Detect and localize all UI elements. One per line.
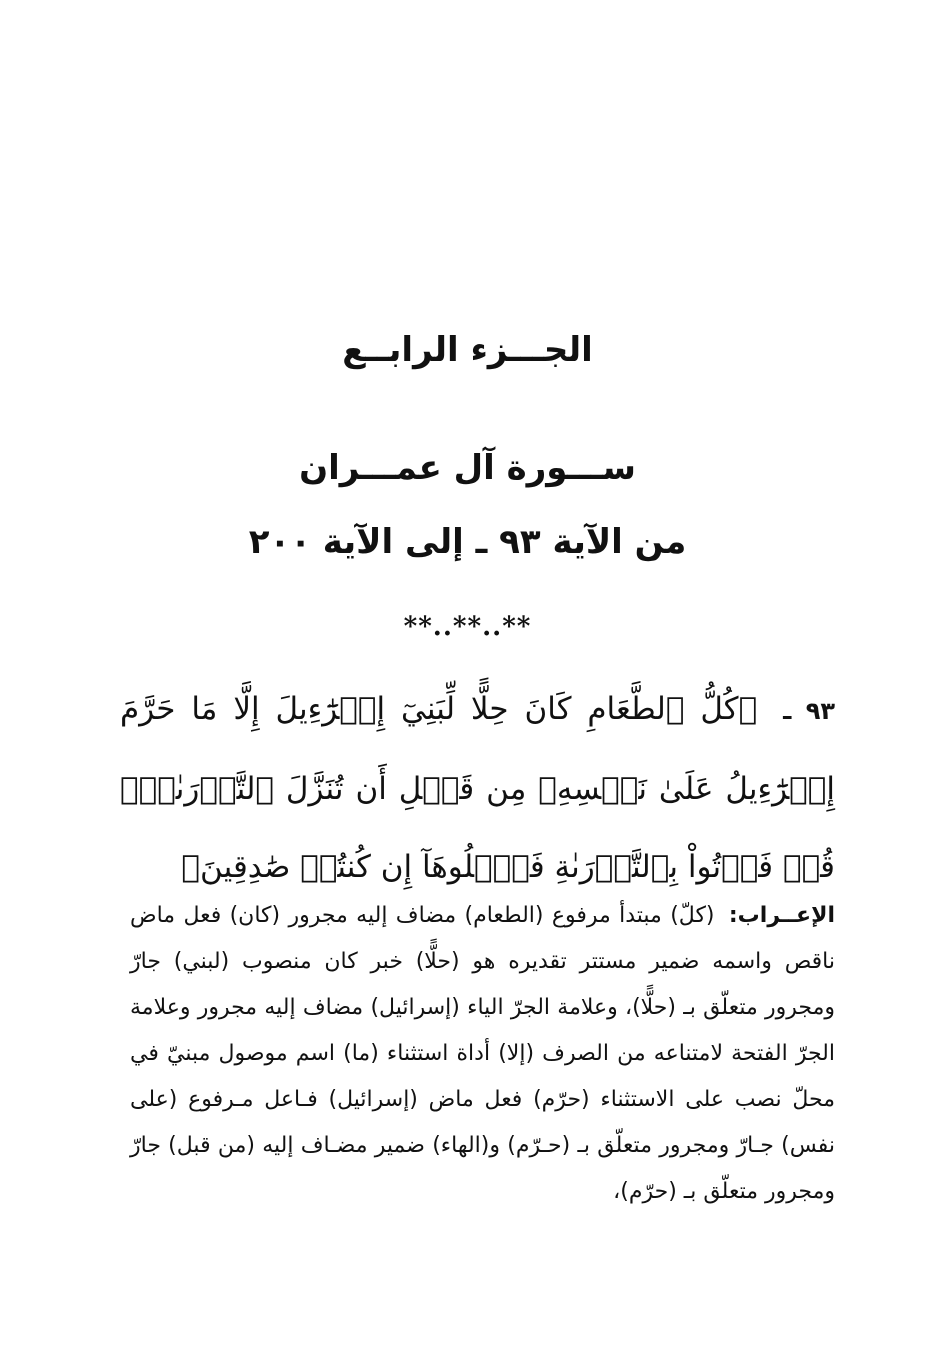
- part-title: الجـــزء الرابــع: [342, 330, 593, 370]
- verse-range-title: من الآية ٩٣ ـ إلى الآية ٢٠٠: [248, 522, 687, 562]
- ornamental-separator: **..**..**: [403, 612, 532, 642]
- verse-number: ٩٣ ـ: [783, 697, 835, 725]
- analysis-label: الإعــراب:: [728, 903, 835, 928]
- surah-title: ســـورة آل عمـــران: [299, 448, 636, 488]
- grammatical-analysis: [130, 893, 835, 1215]
- quran-verse-block: [120, 670, 835, 906]
- analysis-text: (كلّ) مبتدأ مرفوع (الطعام) مضاف إليه مجرور (كان) فعل ماض ناقص واسمه ضمير مستتر تقديره هو (حلًّا) خبر كان منصوب (لبني) جارّ ومجرور متعلّق بـ (حلًّا)، وعلامة الجرّ الياء (إسرائيل) مضاف إليه مجرور وعلامة الجرّ الفتحة لامتناعه من الصرف (إلا) أداة استثناء (ما) اسم موصول مبنيّ في محلّ نصب على الاستثناء (حرّم) فعل ماض (إسرائيل) فـاعل مـرفوع (على نفس) جـارّ ومجرور متعلّق بـ (حـرّم) و(الهاء) ضمير مضـاف إليه (من قبل) جارّ ومجرور متعلّق بـ (حرّم)،: [130, 903, 835, 1204]
- verse-text: ﴿كُلُّ ٱلطَّعَامِ كَانَ حِلًّا لِّبَنِيٓ إِسۡرَٰٓءِيلَ إِلَّا مَا حَرَّمَ إِسۡرَٰٓءِيلُ عَلَىٰ نَفۡسِهِۦ مِن قَبۡلِ أَن تُنَزَّلَ ٱلتَّوۡرَىٰةُۚ قُلۡ فَأۡتُواْ بِٱلتَّوۡرَىٰةِ فَٱتۡلُوهَآ إِن كُنتُمۡ صَٰدِقِينَ﴾: [120, 691, 835, 885]
